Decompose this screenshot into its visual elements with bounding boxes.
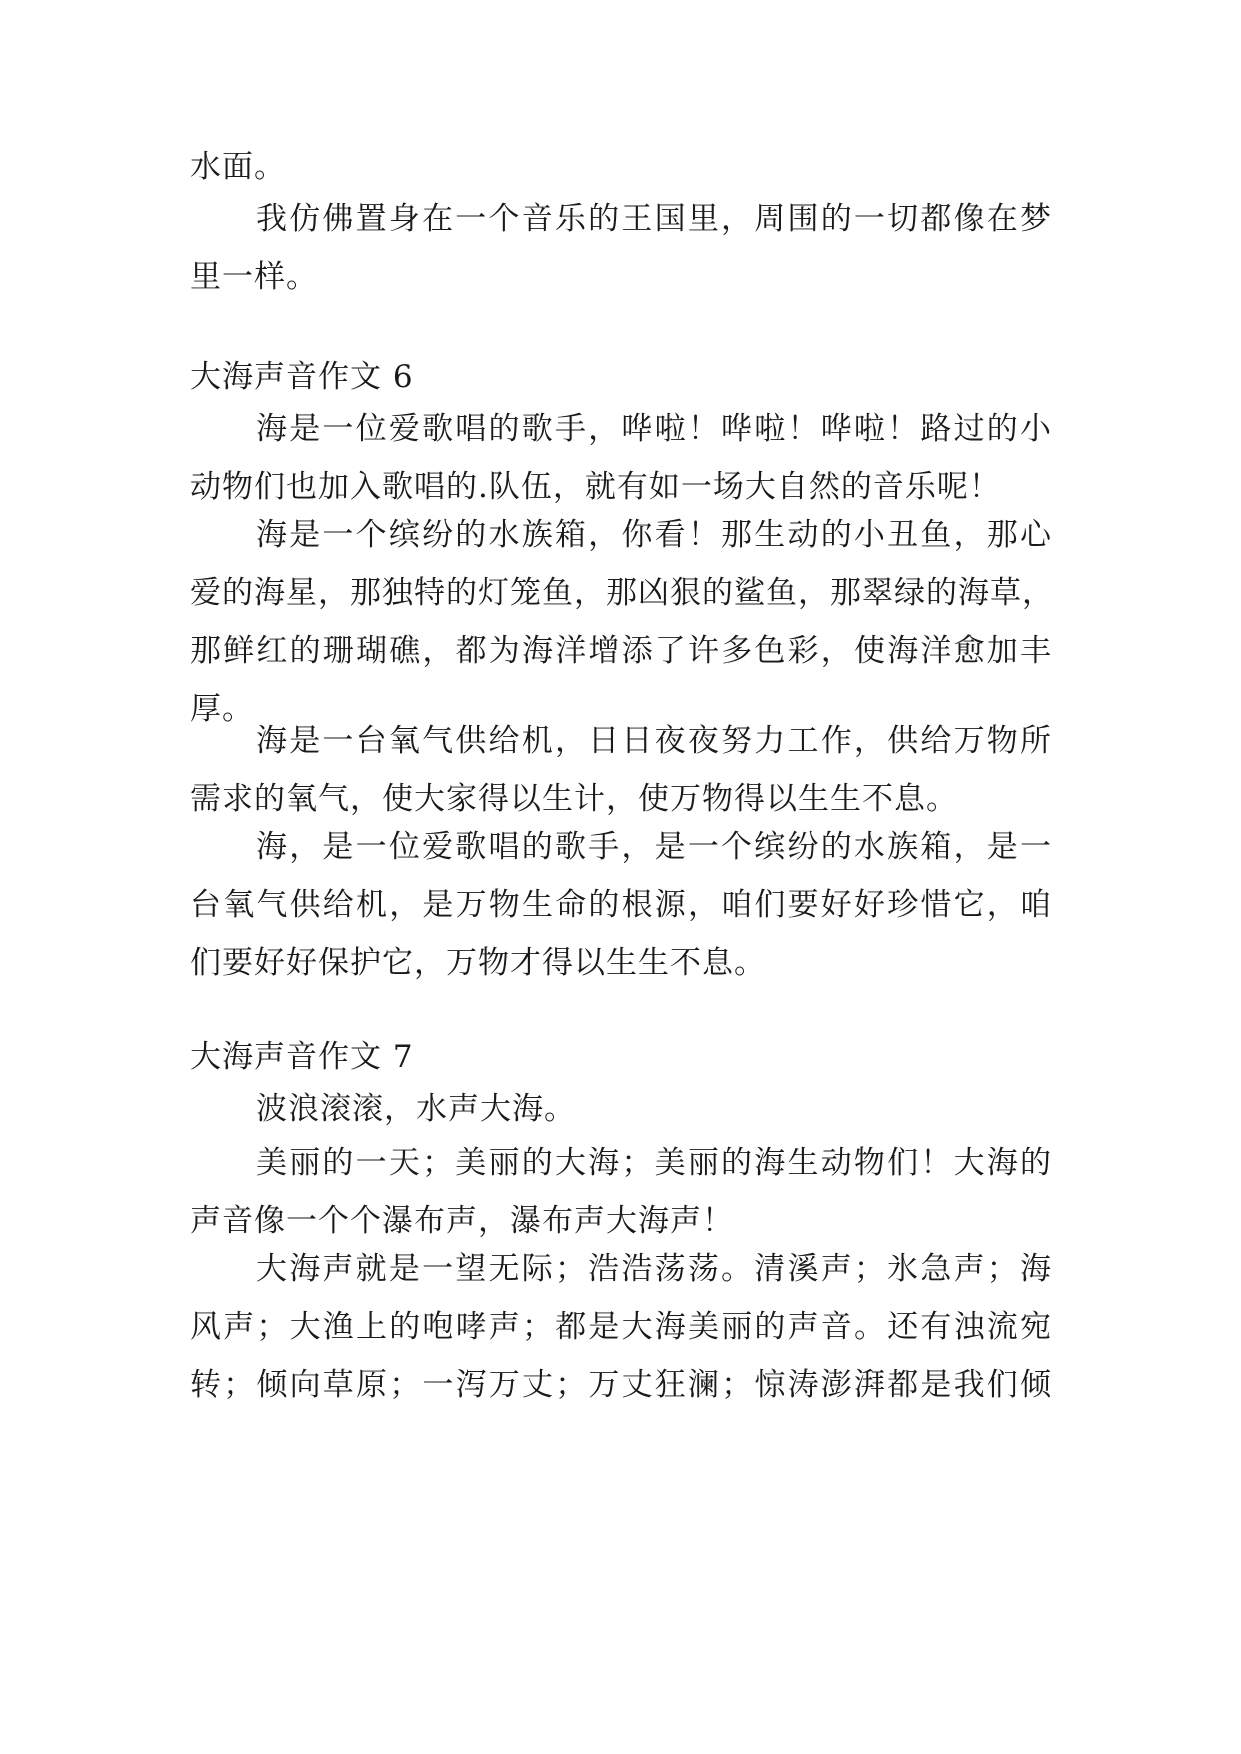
essay-6-paragraph-1 (190, 400, 1052, 516)
essay-6-paragraph-3 (190, 712, 1052, 828)
essay-7-paragraph-3 (190, 1240, 1052, 1414)
text-line: 我仿佛置身在一个音乐的王国里，周围的一切都像在梦 (256, 201, 1052, 237)
text-line: 海，是一位爱歌唱的歌手，是一个缤纷的水族箱，是一 (256, 829, 1052, 865)
text-line: 波浪滚滚，水声大海。 (256, 1091, 576, 1127)
text-line: 声音像一个个瀑布声，瀑布声大海声！ (190, 1203, 734, 1239)
text-line: 海是一台氧气供给机，日日夜夜努力工作，供给万物所 (256, 723, 1052, 759)
continuation-paragraph (190, 138, 1052, 196)
text-line: 台氧气供给机，是万物生命的根源，咱们要好好珍惜它，咱 (190, 887, 1052, 923)
text-line: 爱的海星，那独特的灯笼鱼，那凶狠的鲨鱼，那翠绿的海草， (190, 575, 1054, 611)
text-line: 美丽的一天；美丽的大海；美丽的海生动物们！大海的 (256, 1145, 1052, 1181)
text-line: 海是一位爱歌唱的歌手，哗啦！哗啦！哗啦！路过的小 (256, 411, 1052, 447)
text-line: 里一样。 (190, 259, 318, 295)
text-line: 们要好好保护它，万物才得以生生不息。 (190, 945, 766, 981)
essay-6-paragraph-4 (190, 818, 1052, 992)
text-line: 需求的氧气，使大家得以生计，使万物得以生生不息。 (190, 781, 958, 817)
essay-7-title: 大海声音作文 7 (190, 1039, 414, 1075)
paragraph-dream (190, 190, 1052, 306)
text-line: 那鲜红的珊瑚礁，都为海洋增添了许多色彩，使海洋愈加丰 (190, 633, 1052, 669)
text-line: 海是一个缤纷的水族箱，你看！那生动的小丑鱼，那心 (256, 517, 1052, 553)
text-line: 厚。 (190, 691, 254, 727)
essay-6-paragraph-2 (190, 506, 1052, 738)
text-line: 转；倾向草原；一泻万丈；万丈狂澜；惊涛澎湃都是我们倾 (190, 1367, 1052, 1403)
text-line: 动物们也加入歌唱的.队伍，就有如一场大自然的音乐呢！ (190, 469, 1001, 505)
text-line: 大海声就是一望无际；浩浩荡荡。清溪声；氷急声；海 (256, 1251, 1052, 1287)
text-line: 风声；大渔上的咆哮声；都是大海美丽的声音。还有浊流宛 (190, 1309, 1052, 1345)
essay-6-title: 大海声音作文 6 (190, 359, 414, 395)
essay-7-paragraph-1 (190, 1080, 1052, 1138)
essay-7-paragraph-2 (190, 1134, 1052, 1250)
text-line: 水面。 (190, 149, 286, 185)
